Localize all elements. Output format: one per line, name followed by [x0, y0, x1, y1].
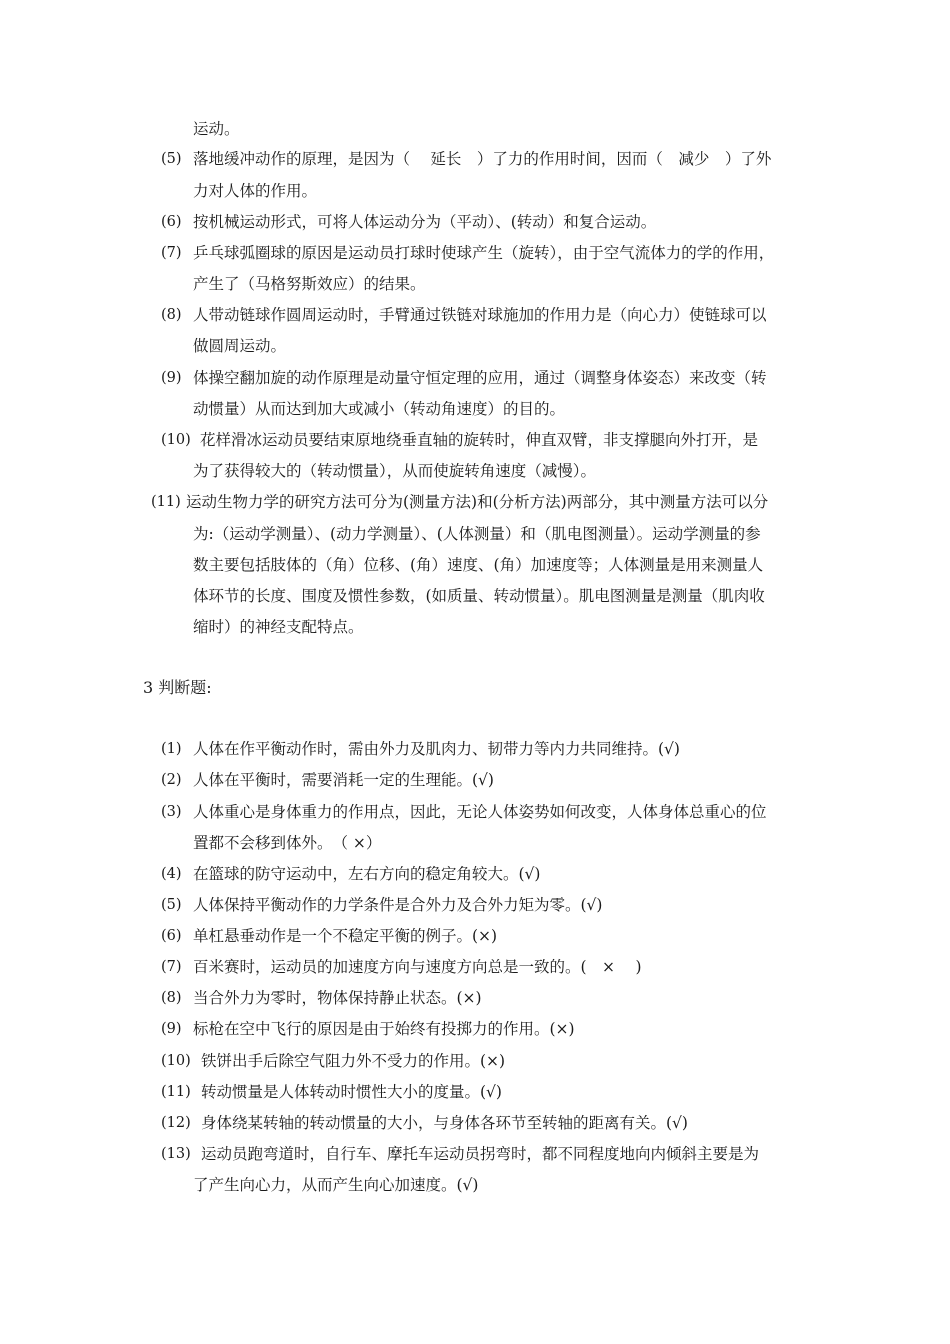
item-text: 动惯量）从而达到加大或减小（转动角速度）的目的。	[193, 400, 566, 418]
item-number: (12)	[161, 1115, 191, 1131]
item-text: 置都不会移到体外。 （ ×）	[193, 834, 382, 852]
item-text: 百米赛时，运动员的加速度方向与速度方向总是一致的。( × )	[193, 958, 642, 976]
item-number: (11)	[161, 1084, 191, 1100]
item-text: 按机械运动形式，可将人体运动分为（平动）、(转动）和复合运动。	[193, 213, 657, 231]
item-number: (6)	[161, 214, 182, 230]
section-heading: 3 判断题:	[143, 678, 212, 697]
item-text: 花样滑冰运动员要结束原地绕垂直轴的旋转时，伸直双臂，非支撑腿向外打开，是	[200, 431, 759, 449]
item-text: 标枪在空中飞行的原因是由于始终有投掷力的作用。(×)	[193, 1020, 575, 1038]
item-text: 体环节的长度、围度及惯性参数，(如质量、转动惯量）。肌电图测量是测量（肌肉收	[193, 587, 765, 605]
item-number: (2)	[161, 772, 182, 788]
item-number: (10)	[161, 432, 191, 448]
item-number: (13)	[161, 1146, 191, 1162]
item-text: 人体在作平衡动作时，需由外力及肌肉力、韧带力等内力共同维持。(√)	[193, 740, 680, 758]
item-text: 当合外力为零时，物体保持静止状态。(×)	[193, 989, 482, 1007]
item-number: (5)	[161, 897, 182, 913]
item-number: (1)	[161, 741, 182, 757]
item-text: 数主要包括肢体的（角）位移、(角）速度、(角）加速度等；人体测量是用来测量人	[193, 556, 764, 574]
item-text: 为:（运动学测量）、(动力学测量）、(人体测量）和（肌电图测量）。运动学测量的参	[193, 525, 761, 543]
item-text: 做圆周运动。	[193, 337, 287, 355]
item-text: 在篮球的防守运动中，左右方向的稳定角较大。(√)	[193, 865, 541, 883]
item-number: (3)	[161, 804, 182, 820]
item-number: (9)	[161, 370, 182, 386]
item-number: (10)	[161, 1053, 191, 1069]
item-text: 缩时）的神经支配特点。	[193, 618, 364, 636]
item-text: 力对人体的作用。	[193, 182, 318, 200]
item-text: 人体在平衡时，需要消耗一定的生理能。(√)	[193, 771, 494, 789]
item-text: 运动生物力学的研究方法可分为(测量方法)和(分析方法)两部分，其中测量方法可以分	[186, 493, 769, 511]
item-text: 产生了（马格努斯效应）的结果。	[193, 275, 426, 293]
item-text: 单杠悬垂动作是一个不稳定平衡的例子。(×)	[193, 927, 498, 945]
item-text: 人带动链球作圆周运动时，手臂通过铁链对球施加的作用力是（向心力）使链球可以	[193, 306, 767, 324]
item-text: 铁饼出手后除空气阻力外不受力的作用。(×)	[201, 1052, 506, 1070]
item-number: (11)	[151, 494, 181, 510]
item-text: 了产生向心力，从而产生向心加速度。(√)	[193, 1176, 479, 1194]
item-text: 转动惯量是人体转动时惯性大小的度量。(√)	[201, 1083, 502, 1101]
item-text: 运动员跑弯道时，自行车、摩托车运动员拐弯时，都不同程度地向内倾斜主要是为	[201, 1145, 760, 1163]
item-text: 乒乓球弧圈球的原因是运动员打球时使球产生（旋转），由于空气流体力的学的作用，	[193, 244, 775, 262]
item-number: (6)	[161, 928, 182, 944]
item-text: 身体绕某转轴的转动惯量的大小，与身体各环节至转轴的距离有关。(√)	[201, 1114, 688, 1132]
item-number: (5)	[161, 151, 182, 167]
item-number: (8)	[161, 307, 182, 323]
item-text: 落地缓冲动作的原理，是因为（ 延长 ）了力的作用时间，因而（ 减少 ）了外	[193, 150, 772, 168]
item-text: 为了获得较大的（转动惯量），从而使旋转角速度（减慢）。	[193, 462, 597, 480]
item-number: (8)	[161, 990, 182, 1006]
item-text: 体操空翻加旋的动作原理是动量守恒定理的应用，通过（调整身体姿态）来改变（转	[193, 369, 767, 387]
item-text: 人体保持平衡动作的力学条件是合外力及合外力矩为零。(√)	[193, 896, 603, 914]
item-number: (4)	[161, 866, 182, 882]
continuation-text: 运动。	[193, 120, 240, 138]
item-text: 人体重心是身体重力的作用点，因此，无论人体姿势如何改变，人体身体总重心的位	[193, 803, 767, 821]
item-number: (7)	[161, 245, 182, 261]
item-number: (7)	[161, 959, 182, 975]
item-number: (9)	[161, 1021, 182, 1037]
